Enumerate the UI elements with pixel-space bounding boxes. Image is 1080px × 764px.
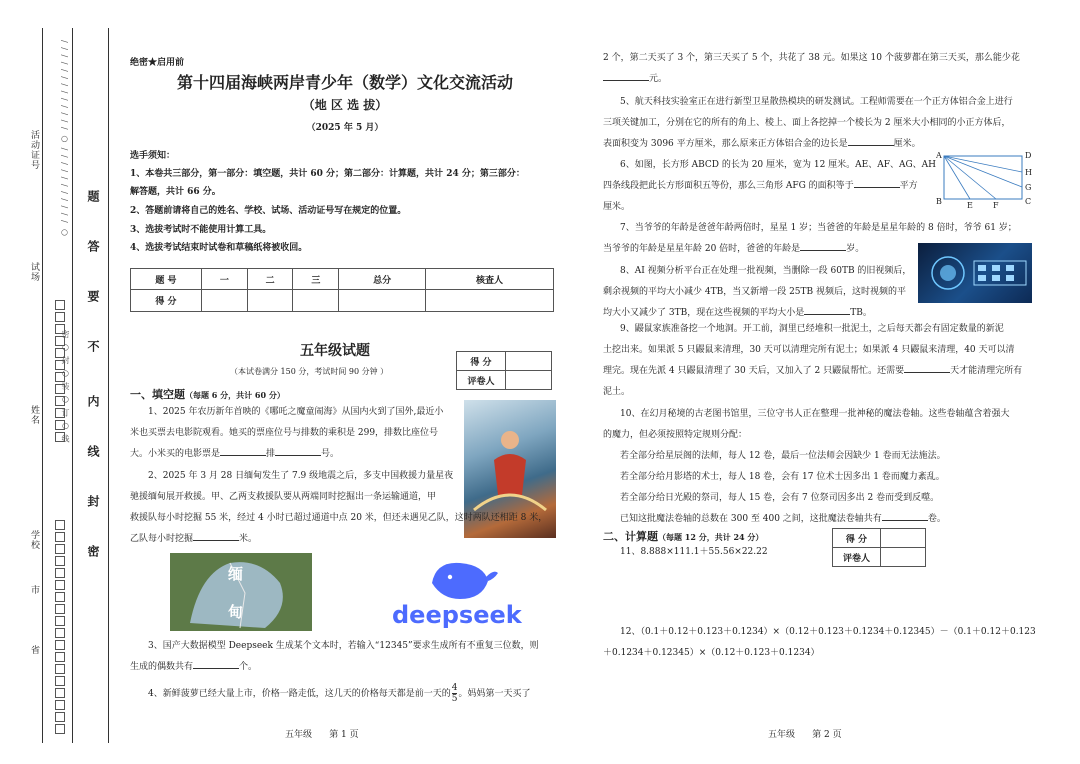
instruction-line: 3、选拔考试时不能使用计算工具。 — [130, 225, 272, 235]
grader-score-label: 得 分 — [833, 529, 881, 548]
score-table-label: 得 分 — [131, 290, 202, 312]
label-A: A — [936, 151, 942, 160]
answer-blank[interactable] — [603, 69, 649, 81]
score-cell[interactable] — [293, 290, 339, 312]
grader-name-cell[interactable] — [881, 548, 926, 567]
rectangle-figure — [936, 150, 1036, 210]
answer-blank[interactable] — [275, 444, 321, 456]
answer-blank[interactable] — [800, 239, 846, 251]
answer-blank[interactable] — [220, 444, 266, 456]
field-activity-id: 活动证号 — [29, 130, 39, 170]
section-2-heading: 二、计算题（每题 12 分，共计 24 分） — [603, 530, 764, 543]
answer-blank[interactable] — [193, 529, 239, 541]
question-1-line: 1、2025 年农历新年首映的《哪吒之魔童闹海》从国内火到了国外,最近小 — [148, 407, 444, 417]
seal-word: 不 — [86, 340, 100, 352]
answer-blank[interactable] — [193, 657, 239, 669]
instructions-heading: 选手须知： — [130, 151, 176, 161]
instruction-line: 4、选拔考试结束时试卷和草稿纸将被收回。 — [130, 243, 308, 253]
exam-title: 五年级试题 — [300, 343, 370, 359]
page-subtitle: （地 区 选 拔） — [302, 98, 388, 112]
question-9-line: 9、鼹鼠家族准备挖一个地洞。开工前，洞里已经堆积一批泥土，之后每天都会有固定数量的新泥 — [620, 324, 1004, 334]
seal-word: 封 — [86, 495, 100, 507]
field-exam-room: 试场 — [29, 262, 39, 282]
answer-blank[interactable] — [848, 134, 894, 146]
grader-score-cell[interactable] — [506, 352, 552, 371]
field-school: 学校 — [29, 530, 39, 550]
seal-word: 内 — [86, 395, 100, 407]
footer-page-2: 五年级 第 2 页 — [768, 730, 842, 740]
label-F: F — [993, 201, 999, 210]
question-5-line: 5、航天科技实验室正在进行新型卫星散热模块的研发测试。工程师需要在一个正方体铝合金上进行 — [620, 97, 1013, 107]
answer-blank[interactable] — [804, 303, 850, 315]
question-4-line: 4、新鲜菠萝已经大量上市，价格一路走低，这几天的价格每天都是前一天的 $\frac{4}{5}$ 。妈妈第一天买了 — [148, 683, 531, 704]
label-C: C — [1025, 197, 1032, 206]
cut-line-label: 密 ○ 封 ○ 装 ○ 订 ○ 线 — [61, 330, 70, 444]
myanmar-map-image — [170, 553, 312, 631]
question-4-cont: 元。 — [603, 69, 667, 90]
question-9-line: 理完。现在先派 4 只鼹鼠清理了 30 天后，又加入了 2 只鼹鼠帮忙。还需要 天才能清理完所有 — [603, 361, 1022, 382]
question-10-rule: 若全部分给月影塔的术士，每人 18 卷，会有 17 位术士因多出 1 卷而魔力紊乱。 — [620, 472, 945, 482]
section-1-heading: 一、填空题（每题 6 分，共计 60 分） — [130, 388, 285, 401]
question-10-rule: 若全部分给星辰阁的法师，每人 12 卷，最后一位法师会因缺少 1 卷而无法施法。 — [620, 451, 946, 461]
deepseek-wordmark: deepseek — [392, 601, 522, 629]
question-8-line: 均大小又减少了 3TB，现在这些视频的平均大小是 TB。 — [603, 303, 872, 324]
instruction-line: 解答题，共计 66 分。 — [130, 187, 221, 197]
grader-box — [832, 528, 926, 567]
question-10-line: 10、在幻月秘境的古老图书馆里，三位守书人正在整理一批神秘的魔法卷轴。这些卷轴蕴含着强大 — [620, 409, 1010, 419]
question-10-rule: 若全部分给日光殿的祭司，每人 15 卷，会有 7 位祭司因多出 2 卷而受到反噬。 — [620, 493, 940, 503]
exam-note: （本试卷满分 150 分，考试时间 90 分钟 ） — [230, 367, 389, 376]
field-city: 市 — [29, 585, 39, 595]
question-1-line: 大。小米买的电影票是 排 号。 — [130, 444, 339, 465]
grader-score-cell[interactable] — [881, 529, 926, 548]
grader-box — [456, 351, 552, 390]
answer-blank[interactable] — [854, 176, 900, 188]
question-1-line: 米也买票去电影院观看。她买的票座位号与排数的乘积是 299，排数比座位号 — [130, 428, 439, 438]
exam-date: （2025 年 5 月） — [306, 123, 384, 133]
id-boxes[interactable] — [55, 520, 65, 736]
score-cell[interactable] — [247, 290, 293, 312]
question-2-line: 乙队每小时挖掘 米。 — [130, 529, 257, 550]
score-table — [130, 268, 554, 312]
question-2-line: 救援队每小时挖掘 55 米，经过 4 小时已超过通道中点 20 米，但还未遇见乙队，这时两队还相距 8 米， — [130, 513, 548, 523]
field-name: 姓名 — [29, 405, 39, 425]
score-table-header: 题 号 — [131, 269, 202, 290]
question-12-line: ＋0.1234＋0.12345）×（0.12＋0.123＋0.1234） — [603, 648, 820, 658]
fraction: $\frac{4}{5}$ — [451, 683, 458, 704]
question-9-line: 泥土。 — [603, 387, 631, 397]
ai-film-icon — [918, 243, 1032, 303]
page-title: 第十四届海峡两岸青少年（数学）文化交流活动 — [176, 73, 513, 92]
answer-blank[interactable] — [882, 509, 928, 521]
question-9-line: 土挖出来。如果派 5 只鼹鼠来清理，30 天可以清理完所有泥土；如果派 4 只鼹鼠来清理，40 天可以清 — [603, 345, 1015, 355]
question-8-line: 8、AI 视频分析平台正在处理一批视频，当删除一段 60TB 的旧视频后， — [620, 266, 912, 276]
score-table-header: 核查人 — [426, 269, 554, 290]
footer-page-1: 五年级 第 1 页 — [285, 730, 359, 740]
label-E: E — [967, 201, 973, 210]
binding-line — [108, 28, 109, 743]
question-5-line: 三项关键加工，分别在它的所有的角上、棱上、面上各挖掉一个棱长为 2 厘米大小相同的小正方体后， — [603, 118, 1011, 128]
question-11: 11、8.888×111.1＋55.56×22.22 — [620, 547, 768, 557]
answer-blank[interactable] — [904, 361, 950, 373]
cut-dashes: / / / / / / / / / / / / / ○ / / / / / / / / / / / ○ — [60, 40, 69, 238]
seal-word: 密 — [86, 545, 100, 557]
question-5-line: 表面积变为 3096 平方厘米，那么原来正方体铝合金的边长是 厘米。 — [603, 134, 921, 155]
cut-line — [72, 28, 73, 743]
label-B: B — [936, 197, 942, 206]
score-cell[interactable] — [202, 290, 248, 312]
question-2-line: 驰援缅甸展开救援。甲、乙两支救援队要从两端同时挖掘出一条运输通道，甲 — [130, 492, 437, 502]
instruction-line: 1、本卷共三部分，第一部分：填空题，共计 60 分；第二部分：计算题，共计 24 分；第三部分： — [130, 169, 525, 179]
question-12-line: 12、（0.1＋0.12＋0.123＋0.1234）×（0.12＋0.123＋0.1234＋0.12345）－（0.1＋0.12＋0.123 — [620, 627, 1036, 637]
label-G: G — [1025, 183, 1032, 192]
question-4-cont: 2 个，第二天买了 3 个，第三天买了 5 个，共花了 38 元。如果这 10 个菠萝都在第三天买，那么能少花 — [603, 53, 1020, 63]
grader-score-label: 得 分 — [457, 352, 506, 371]
binding-line — [42, 28, 43, 743]
question-7-line: 当爷爷的年龄是星星年龄 20 倍时，爸爸的年龄是 岁。 — [603, 239, 864, 260]
score-table-header: 总分 — [339, 269, 426, 290]
instruction-line: 2、答题前请将自己的姓名、学校、试场、活动证号写在规定的位置。 — [130, 206, 407, 216]
grader-name-label: 评卷人 — [833, 548, 881, 567]
question-10-line: 的魔力，但必须按照特定规则分配： — [603, 430, 748, 440]
question-2-line: 2、2025 年 3 月 28 日缅甸发生了 7.9 级地震之后，多支中国救援力量星夜 — [148, 471, 454, 481]
map-label: 缅 — [228, 565, 244, 583]
map-label: 甸 — [228, 603, 244, 621]
whale-icon — [390, 555, 530, 605]
label-D: D — [1025, 151, 1032, 160]
grader-name-cell[interactable] — [506, 371, 552, 390]
question-3-line: 3、国产大数据模型 Deepseek 生成某个文本时，若输入“12345”要求生成所有不重复三位数，则 — [148, 641, 539, 651]
ai-video-image — [918, 243, 1032, 303]
question-3-line: 生成的偶数共有 个。 — [130, 657, 257, 678]
score-table-header: 一 — [202, 269, 248, 290]
label-H: H — [1025, 168, 1032, 177]
secret-label: 绝密★启用前 — [130, 58, 185, 68]
seal-word: 要 — [86, 290, 100, 302]
question-6-line: 四条线段把此长方形面积五等份，那么三角形 AFG 的面积等于 平方 — [603, 176, 918, 197]
grader-name-label: 评卷人 — [457, 371, 506, 390]
score-cell[interactable] — [339, 290, 426, 312]
question-10-line: 已知这批魔法卷轴的总数在 300 至 400 之间，这批魔法卷轴共有 卷。 — [620, 509, 946, 530]
score-table-header: 二 — [247, 269, 293, 290]
field-province: 省 — [29, 645, 39, 655]
score-cell[interactable] — [426, 290, 554, 312]
seal-word: 答 — [86, 240, 100, 252]
seal-word: 线 — [86, 445, 100, 457]
question-6-line: 6、如图，长方形 ABCD 的长为 20 厘米，宽为 12 厘米。AE、AF、AG、AH — [620, 160, 937, 170]
seal-word: 题 — [86, 190, 100, 202]
question-7-line: 7、当爷爷的年龄是爸爸年龄两倍时，星星 1 岁；当爸爸的年龄是星星年龄的 8 倍时，爷爷 61 岁； — [620, 223, 1017, 233]
question-8-line: 剩余视频的平均大小减少 4TB，当又新增一段 25TB 视频后，这时视频的平 — [603, 287, 906, 297]
deepseek-logo — [390, 555, 530, 635]
question-6-line: 厘米。 — [603, 202, 631, 212]
score-table-header: 三 — [293, 269, 339, 290]
